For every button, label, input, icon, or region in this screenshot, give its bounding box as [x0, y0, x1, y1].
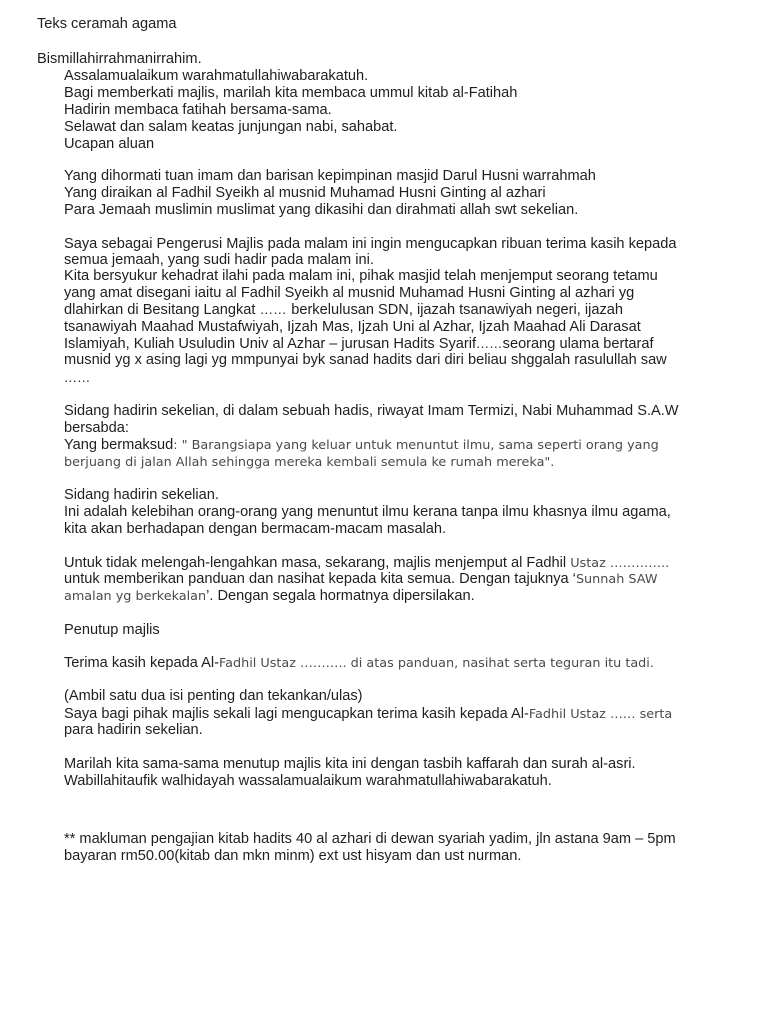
intro-text: dlahirkan di Besitang Langkat: [64, 302, 256, 318]
thanks-text-light: Fadhil Ustaz ……….. di atas panduan, nasihat serta teguran itu tadi.: [218, 656, 654, 671]
hadith-quote: : " Barangsiapa yang keluar untuk menuntut ilmu, sama seperti orang yang: [173, 438, 659, 453]
hadith-text: Yang bermaksud: [64, 437, 174, 453]
closing-line: para hadirin sekelian.: [64, 722, 203, 738]
intro-line: tsanawiyah Maahad Mustafwiyah, Ijzah Mas, Ijzah Uni al Azhar, Ijzah Maahad Ali Darasat: [64, 319, 641, 335]
ilmu-line: Sidang hadirin sekelian.: [64, 487, 219, 503]
document-title: Teks ceramah agama: [37, 16, 177, 32]
greeting-line: Yang dihormati tuan imam dan barisan kepimpinan masjid Darul Husni warrahmah: [64, 168, 596, 184]
selawat-line: Selawat dan salam keatas junjungan nabi, sahabat.: [64, 119, 398, 135]
thanks-line: [64, 655, 654, 672]
closing-line: [64, 706, 672, 723]
fatihah-intro-line: Bagi memberkati majlis, marilah kita membaca ummul kitab al-Fatihah: [64, 85, 518, 101]
topic-title: Sunnah SAW: [575, 572, 658, 587]
closing-text: Saya bagi pihak majlis sekali lagi mengucapkan terima kasih kepada Al-: [64, 706, 529, 722]
intro-line: [64, 302, 623, 319]
invite-line: [64, 588, 475, 605]
note-line: bayaran rm50.00(kitab dan mkn minm) ext ust hisyam dan ust nurman.: [64, 848, 522, 864]
closing-heading: Penutup majlis: [64, 622, 160, 638]
greeting-line: Para Jemaah muslimin muslimat yang dikasihi dan dirahmati allah swt sekelian.: [64, 202, 579, 218]
salam-line: Assalamualaikum warahmatullahiwabarakatuh.: [64, 68, 369, 84]
intro-text: seorang ulama bertaraf: [502, 336, 654, 352]
ucapan-line: Ucapan aluan: [64, 136, 155, 152]
invite-text: untuk memberikan panduan dan nasihat kepada kita semua. Dengan tajuknya ‘: [64, 571, 576, 587]
bismillah-line: Bismillahirrahmanirrahim.: [37, 51, 202, 67]
ellipsis-placeholder: ……: [255, 303, 292, 318]
ilmu-line: kita akan berhadapan dengan bermacam-macam masalah.: [64, 521, 447, 537]
ellipsis-placeholder: ……: [64, 371, 91, 386]
invite-line: [64, 555, 669, 572]
intro-line: musnid yg x asing lagi yg mmpunyai byk sanad hadits dari diri beliau shggalah rasulullah saw: [64, 352, 667, 368]
intro-text: berkelulusan SDN, ijazah tsanawiyah negeri, ijazah: [291, 302, 624, 318]
final-line: Marilah kita sama-sama menutup majlis kita ini dengan tasbih kaffarah dan surah al-asri.: [64, 756, 636, 772]
greeting-line: Yang diraikan al Fadhil Syeikh al musnid Muhamad Husni Ginting al azhari: [64, 185, 546, 201]
topic-title: amalan yg berkekalan: [64, 589, 207, 604]
invite-text: ’. Dengan segala hormatnya dipersilakan.: [206, 588, 475, 604]
ustaz-placeholder: Fadhil Ustaz …… serta: [528, 707, 673, 722]
ustaz-placeholder: Ustaz …………..: [570, 556, 670, 571]
invite-line: [64, 571, 657, 588]
final-line: Wabillahitaufik walhidayah wassalamualaikum warahmatullahiwabarakatuh.: [64, 773, 552, 789]
hadith-line: bersabda:: [64, 420, 129, 436]
ilmu-line: Ini adalah kelebihan orang-orang yang menuntut ilmu kerana tanpa ilmu khasnya ilmu agama,: [64, 504, 671, 520]
hadith-quote: berjuang di jalan Allah sehingga mereka kembali semula ke rumah mereka".: [64, 455, 555, 470]
intro-line: Saya sebagai Pengerusi Majlis pada malam ini ingin mengucapkan ribuan terima kasih kepada: [64, 236, 677, 252]
intro-line: Kita bersyukur kehadrat ilahi pada malam ini, pihak masjid telah menjemput seorang tetamu: [64, 268, 658, 284]
intro-line: yang amat disegani iaitu al Fadhil Syeikh al musnid Muhamad Husni Ginting al azhari yg: [64, 285, 635, 301]
thanks-text: Terima kasih kepada Al-: [64, 655, 219, 671]
invite-text: Untuk tidak melengah-lengahkan masa, sekarang, majlis menjemput al Fadhil: [64, 555, 571, 571]
intro-line: [64, 336, 654, 353]
ellipsis-placeholder: ……: [476, 337, 503, 352]
closing-line: (Ambil satu dua isi penting dan tekankan/ulas): [64, 688, 363, 704]
intro-text: Islamiyah, Kuliah Usuludin Univ al Azhar – jurusan Hadits Syarif: [64, 336, 477, 352]
note-line: ** makluman pengajian kitab hadits 40 al azhari di dewan syariah yadim, jln astana 9am – 5pm: [64, 831, 676, 847]
hadith-line: [64, 437, 659, 454]
intro-line: semua jemaah, yang sudi hadir pada malam ini.: [64, 252, 374, 268]
hadith-line: Sidang hadirin sekelian, di dalam sebuah hadis, riwayat Imam Termizi, Nabi Muhammad S.A.W: [64, 403, 679, 419]
fatihah-read-line: Hadirin membaca fatihah bersama-sama.: [64, 102, 332, 118]
